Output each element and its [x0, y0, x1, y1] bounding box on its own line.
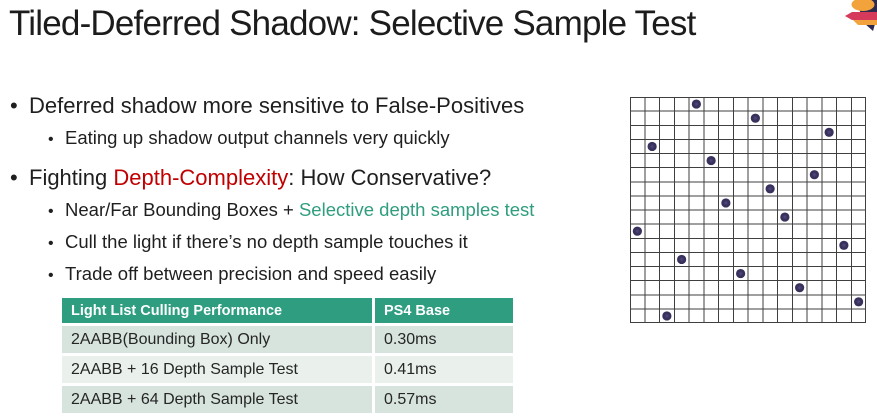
table-cell: 0.57ms: [375, 386, 513, 413]
sample-dot: [751, 114, 760, 123]
table-header-cell: Light List Culling Performance: [62, 298, 372, 323]
bullet-item: [48, 123, 625, 155]
table-header-cell: PS4 Base: [375, 298, 513, 323]
table-cell: 0.41ms: [375, 356, 513, 383]
table-row: [62, 356, 513, 383]
sample-dot: [707, 156, 716, 165]
table-cell: 2AABB + 16 Depth Sample Test: [62, 356, 372, 383]
sample-dot: [662, 311, 671, 320]
sample-dot: [721, 198, 730, 207]
bullet-text: Trade off between precision and speed easily: [65, 263, 437, 284]
table-row: [62, 326, 513, 353]
bullet-marker: •: [48, 203, 54, 220]
performance-table: [62, 298, 513, 413]
table-row: [62, 386, 513, 413]
bullet-list: [10, 88, 625, 291]
bullet-text: Cull the light if there’s no depth sample touches it: [65, 231, 468, 252]
bullet-item: [10, 160, 625, 195]
sample-dot: [677, 255, 686, 264]
bullet-text: Deferred shadow more sensitive to False-Positives: [29, 93, 525, 118]
table-header-row: [62, 298, 513, 323]
sample-dot: [795, 283, 804, 292]
sample-dot: [766, 184, 775, 193]
bullet-item: [48, 259, 625, 291]
bullet-text: Fighting Depth-Complexity: How Conservative?: [29, 165, 492, 190]
bullet-item: [48, 195, 625, 227]
bullet-text: Eating up shadow output channels very quickly: [65, 127, 450, 148]
table-cell: 0.30ms: [375, 326, 513, 353]
studio-logo-icon: [843, 0, 877, 34]
sample-dot: [692, 99, 701, 108]
bullet-item: [48, 227, 625, 259]
table-cell: 2AABB + 64 Depth Sample Test: [62, 386, 372, 413]
sample-dot: [854, 297, 863, 306]
sample-dot: [839, 241, 848, 250]
sample-grid-figure: [630, 97, 866, 323]
bullet-marker: •: [48, 267, 54, 284]
sample-dot: [825, 128, 834, 137]
table-cell: 2AABB(Bounding Box) Only: [62, 326, 372, 353]
bullet-marker: •: [48, 235, 54, 252]
sample-dot: [780, 212, 789, 221]
bullet-item: [10, 88, 625, 123]
bullet-marker: •: [10, 93, 18, 118]
bullet-marker: •: [10, 165, 18, 190]
slide-title: Tiled-Deferred Shadow: Selective Sample Test: [9, 4, 696, 43]
sample-dot: [810, 170, 819, 179]
sample-dot: [736, 269, 745, 278]
bullet-text: Near/Far Bounding Boxes + Selective depth samples test: [65, 199, 535, 220]
sample-dot: [633, 227, 642, 236]
bullet-marker: •: [48, 131, 54, 148]
sample-dot: [648, 142, 657, 151]
